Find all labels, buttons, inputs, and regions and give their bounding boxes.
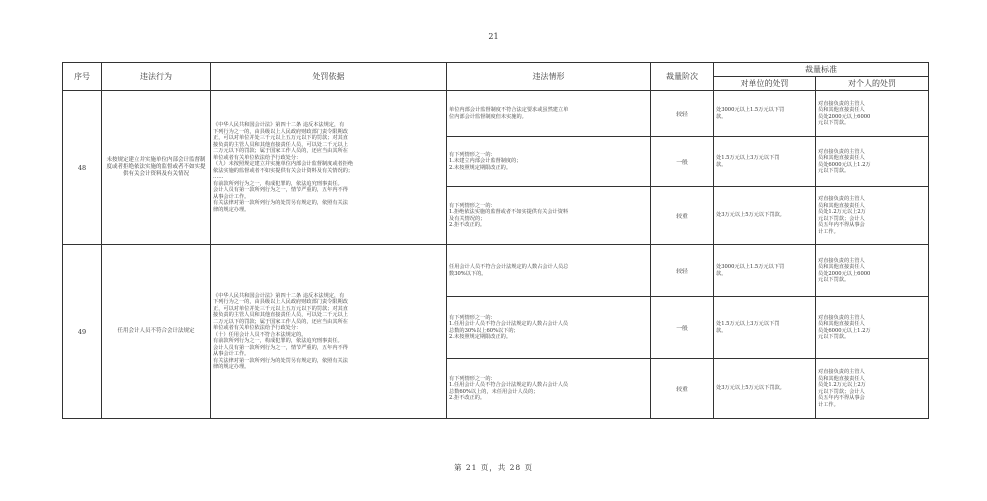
basis-line: 接负责的主管人员和其他直接责任人员，可以处二千元以上 [213,141,348,148]
unit-penalty-line: 款。 [716,161,727,168]
person-penalty-line: 元以下罚款；会计人 [818,215,865,222]
basis-line: 会计人员有第一款所列行为之一，情节严重的，五年内不得 [213,187,348,193]
page-number-top: 21 [488,32,499,41]
header-unit: 对单位的处罚 [714,77,816,91]
violation-situation-line: 1.未建立内部会计监督制度的； [449,158,522,165]
person-penalty-line: 员处2000元以上6000 [818,113,871,120]
table-body [63,91,929,419]
basis-line: 会计人员有第一款所列行为之一，情节严重的，五年内不得 [213,344,348,351]
unit-penalty-line: 处3万元以上5万元以下罚款。 [716,212,785,219]
violation-situation-line: 1.任用会计人员不符合会计法规定的人数占会计人员 [449,382,569,388]
basis-line: 下列行为之一的，由县级以上人民政府财政部门责令限期改 [213,299,348,305]
discretion-level: 一般 [651,137,714,187]
header-situation: 违法情形 [447,63,651,91]
penalty-basis [211,91,447,245]
violation-act: 任用会计人员不符合会计法规定 [102,245,211,419]
unit-penalty [714,91,816,137]
violation-situation [447,187,651,245]
basis-line: …… [213,174,224,180]
person-penalty-line: 对直接负责的主管人 [818,196,865,202]
violation-situation [447,359,651,419]
person-penalty-line: 员处2000元以上6000 [818,270,871,277]
violation-situation-line: 有下列情形之一的： [449,202,496,209]
basis-line: 有前款所列行为之一，构成犯罪的，依法追究刑事责任。 [213,180,343,187]
person-penalty [816,137,929,187]
person-penalty [816,91,929,137]
person-penalty-line: 计工作。 [818,401,839,408]
unit-penalty-line: 处3万元以上5万元以下罚款。 [716,385,785,392]
discretion-level: 较重 [651,359,714,419]
person-penalty-line: 员和其他直接责任人 [818,264,865,270]
person-penalty-line: 对直接负责的主管人 [818,257,865,264]
person-penalty-line: 对直接负责的主管人 [818,314,865,321]
person-penalty [816,245,929,297]
person-penalty-line: 员处6000元以上1.2万 [818,161,871,168]
person-penalty-line: 员和其他直接责任人 [818,155,865,161]
violation-situation-line: 位内部会计监督制度但未实施的。 [449,113,527,120]
discretion-level: 较轻 [651,91,714,137]
basis-line: 有前款所列行为之一，构成犯罪的，依法追究刑事责任。 [213,338,343,344]
person-penalty-line: 对直接负责的主管人 [818,100,865,107]
unit-penalty-line: 处3000元以上1.5万元以下罚 [716,264,785,270]
violation-situation-line: 1.任用会计人员不符合会计法规定的人数占会计人员 [449,321,569,327]
person-penalty [816,187,929,245]
penalty-discretion-table [62,62,929,419]
violation-situation-line: 2.拒不改正的。 [449,222,486,228]
person-penalty [816,297,929,359]
person-penalty-line: 员处6000元以上1.2万 [818,327,871,334]
violation-situation-line: 2.拒不改正的。 [449,395,486,401]
basis-line: 从事会计工作。 [213,351,250,357]
basis-line: 二万元以下的罚款；属于国家工作人员的，还应当由其所在 [213,318,348,325]
violation-situation [447,137,651,187]
basis-line: 有关法律对第一款所列行为的处罚另有规定的，依照有关法 [213,357,348,364]
basis-line: 依法实施的监督或者不如实提供有关会计资料及有关情况的； [213,167,354,174]
basis-line: 《中华人民共和国会计法》第四十二条 违反本法规定，有 [213,122,345,128]
basis-line: 单位或者有关单位依法给予行政处分： [213,154,302,161]
basis-line: （九）未按照规定建立并实施单位内部会计监督制度或者拒绝 [213,161,354,167]
unit-penalty-line: 款。 [716,270,727,277]
person-penalty-line: 对直接负责的主管人 [818,148,865,155]
person-penalty-line: 员和其他直接责任人 [818,375,865,382]
violation-situation [447,297,651,359]
basis-line: 二万元以下的罚款；属于国家工作人员的，还应当由其所在 [213,148,348,154]
basis-line: 律的规定办理。 [213,364,250,370]
violation-situation-line: 单位内部会计监督制度不符合法定要求或虽然建立单 [449,107,569,113]
person-penalty-line: 元以下罚款。 [818,120,850,126]
header-basis: 处罚依据 [211,63,447,91]
basis-line: 正，可以对单位并处三千元以上五万元以下的罚款；对其直 [213,135,348,141]
violation-situation-line: 任用会计人员不符合会计法规定的人数占会计人员总 [449,264,569,270]
discretion-level: 较轻 [651,245,714,297]
person-penalty-line: 元以下罚款。 [818,334,850,340]
person-penalty-line: 元以下罚款。 [818,277,850,283]
violation-situation-line: 2.未按照规定期限改正的。 [449,164,512,171]
row-seq: 48 [63,91,102,245]
violation-situation-line: 总数的30%以上60%以下的； [449,327,519,334]
violation-situation-line: 总数60%以上的，未任用会计人员的； [449,388,539,395]
person-penalty-line: 员和其他直接责任人 [818,202,865,209]
person-penalty-line: 员五年内不得从事会 [818,395,865,401]
person-penalty-line: 计工作。 [818,228,839,235]
person-penalty-line: 员和其他直接责任人 [818,321,865,327]
unit-penalty [714,245,816,297]
header-level: 裁量阶次 [651,63,714,91]
penalty-basis [211,245,447,419]
basis-line: 单位或者有关单位依法给予行政处分： [213,325,302,331]
table-row [63,91,929,137]
violation-situation-line: 1.拒绝依法实施的监督或者不如实提供有关会计资料 [449,209,569,215]
person-penalty-line: 元以下罚款；会计人 [818,388,865,395]
violation-situation-line: 有下列情形之一的： [449,151,496,158]
page-footer: 第 21 页，共 28 页 [453,463,534,472]
person-penalty-line: 员五年内不得从事会 [818,222,865,228]
discretion-level: 一般 [651,297,714,359]
unit-penalty [714,297,816,359]
header-act: 违法行为 [102,63,211,91]
basis-line: 律的规定办理。 [213,206,250,213]
unit-penalty-line: 处3000元以上1.5万元以下罚 [716,107,785,113]
unit-penalty-line: 处1.5万元以上3万元以下罚 [716,321,780,327]
person-penalty-line: 员处1.2万元以上2万 [818,382,866,388]
basis-line: 有关法律对第一款所列行为的处罚另有规定的，依照有关法 [213,200,348,206]
table-row [63,245,929,297]
header-person: 对个人的处罚 [816,77,929,91]
violation-situation-line: 数30%以下的。 [449,270,487,277]
person-penalty-line: 元以下罚款。 [818,168,850,174]
unit-penalty-line: 款。 [716,113,727,120]
basis-line: （十）任用会计人员不符合本法规定的。 [213,331,307,338]
unit-penalty-line: 处1.5万元以上3万元以下罚 [716,155,780,161]
basis-line: 下列行为之一的，由县级以上人民政府财政部门责令限期改 [213,128,348,135]
header-standard: 裁量标准 [714,63,929,77]
discretion-level: 较重 [651,187,714,245]
person-penalty [816,359,929,419]
person-penalty-line: 员和其他直接责任人 [818,107,865,113]
unit-penalty [714,187,816,245]
violation-act: 未按规定建立并实施单位内部会计监督制度或者拒绝依法实施的监督或者不如实提供有关会计资料及有关情况 [102,91,211,245]
violation-situation-line: 2.未按照规定期限改正的。 [449,334,512,340]
violation-situation-line: 及有关情况的； [449,215,486,222]
basis-line: 接负责的主管人员和其他直接责任人员，可以处二千元以上 [213,312,348,318]
person-penalty-line: 对直接负责的主管人 [818,369,865,375]
header-seq: 序号 [63,63,102,91]
violation-situation-line: 有下列情形之一的： [449,314,496,321]
unit-penalty [714,137,816,187]
basis-line: 从事会计工作。 [213,193,250,200]
basis-line: 正，可以对单位并处三千元以上五万元以下的罚款；对其直 [213,305,348,312]
basis-line: 《中华人民共和国会计法》第四十二条 违反本法规定，有 [213,292,345,299]
violation-situation-line: 有下列情形之一的： [449,375,496,382]
unit-penalty-line: 款。 [716,327,727,334]
unit-penalty [714,359,816,419]
person-penalty-line: 员处1.2万元以上2万 [818,209,866,215]
row-seq: 49 [63,245,102,419]
violation-situation [447,91,651,137]
violation-situation [447,245,651,297]
